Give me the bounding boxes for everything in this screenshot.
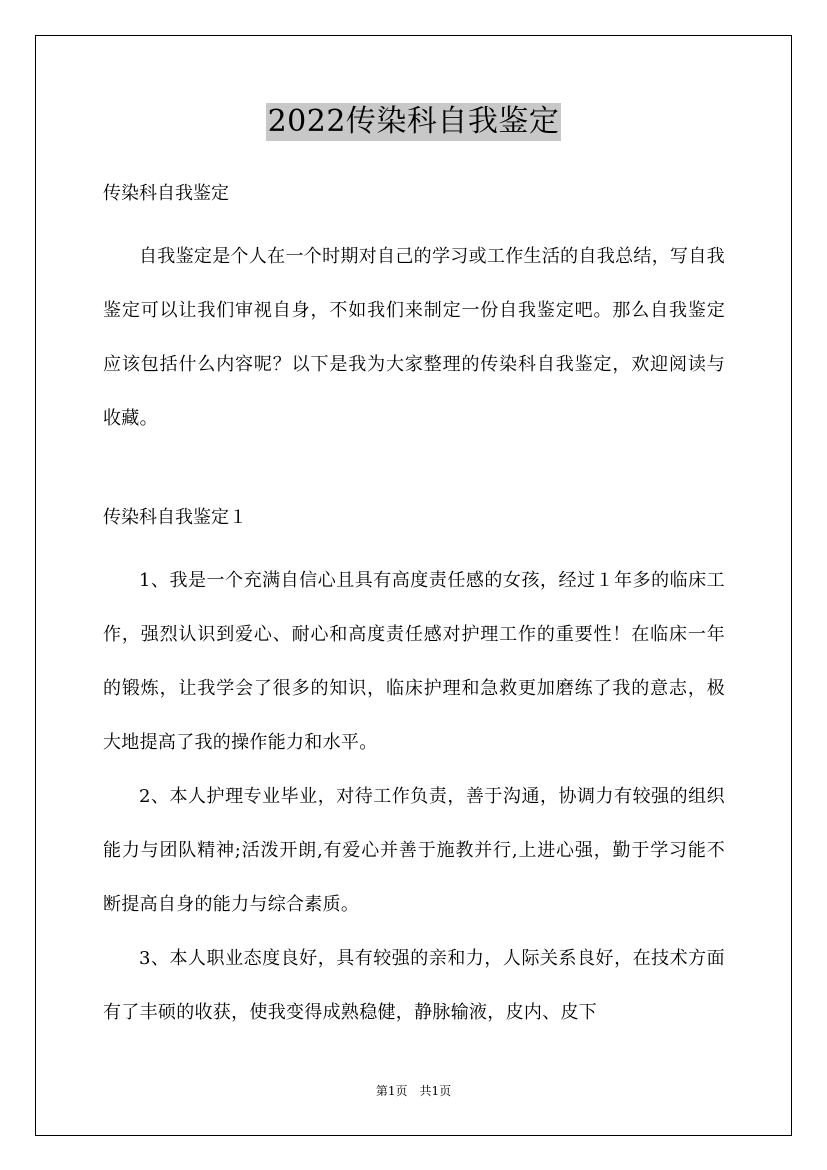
title-wrapper xyxy=(0,103,827,141)
document-body xyxy=(103,176,725,1040)
body-paragraph-1: 1、我是一个充满自信心且具有高度责任感的女孩，经过１年多的临床工作，强烈认识到爱心、耐心和高度责任感对护理工作的重要性！在临床一年的锻炼，让我学会了很多的知识，临床护理和急救更加磨练了我的意志，极大地提高了我的操作能力和水平。 xyxy=(103,570,725,753)
page-total: 共1页 xyxy=(419,1084,452,1098)
subtitle: 传染科自我鉴定 xyxy=(103,183,229,204)
intro-paragraph: 自我鉴定是个人在一个时期对自己的学习或工作生活的自我总结，写自我鉴定可以让我们审视自身，不如我们来制定一份自我鉴定吧。那么自我鉴定应该包括什么内容呢？以下是我为大家整理的传染科自我鉴定，欢迎阅读与收藏。 xyxy=(103,246,725,429)
page-number: 第1页 xyxy=(375,1084,408,1098)
document-title: 2022传染科自我鉴定 xyxy=(267,104,560,139)
section-heading: 传染科自我鉴定１ xyxy=(103,507,247,528)
body-paragraph-3: 3、本人职业态度良好，具有较强的亲和力，人际关系良好，在技术方面有了丰硕的收获，使我变得成熟稳健，静脉输液，皮内、皮下 xyxy=(103,948,725,1023)
page-footer xyxy=(0,1083,827,1099)
body-paragraph-2: 2、本人护理专业毕业，对待工作负责，善于沟通，协调力有较强的组织能力与团队精神;活泼开朗,有爱心并善于施教并行,上进心强，勤于学习能不断提高自身的能力与综合素质。 xyxy=(103,786,725,915)
